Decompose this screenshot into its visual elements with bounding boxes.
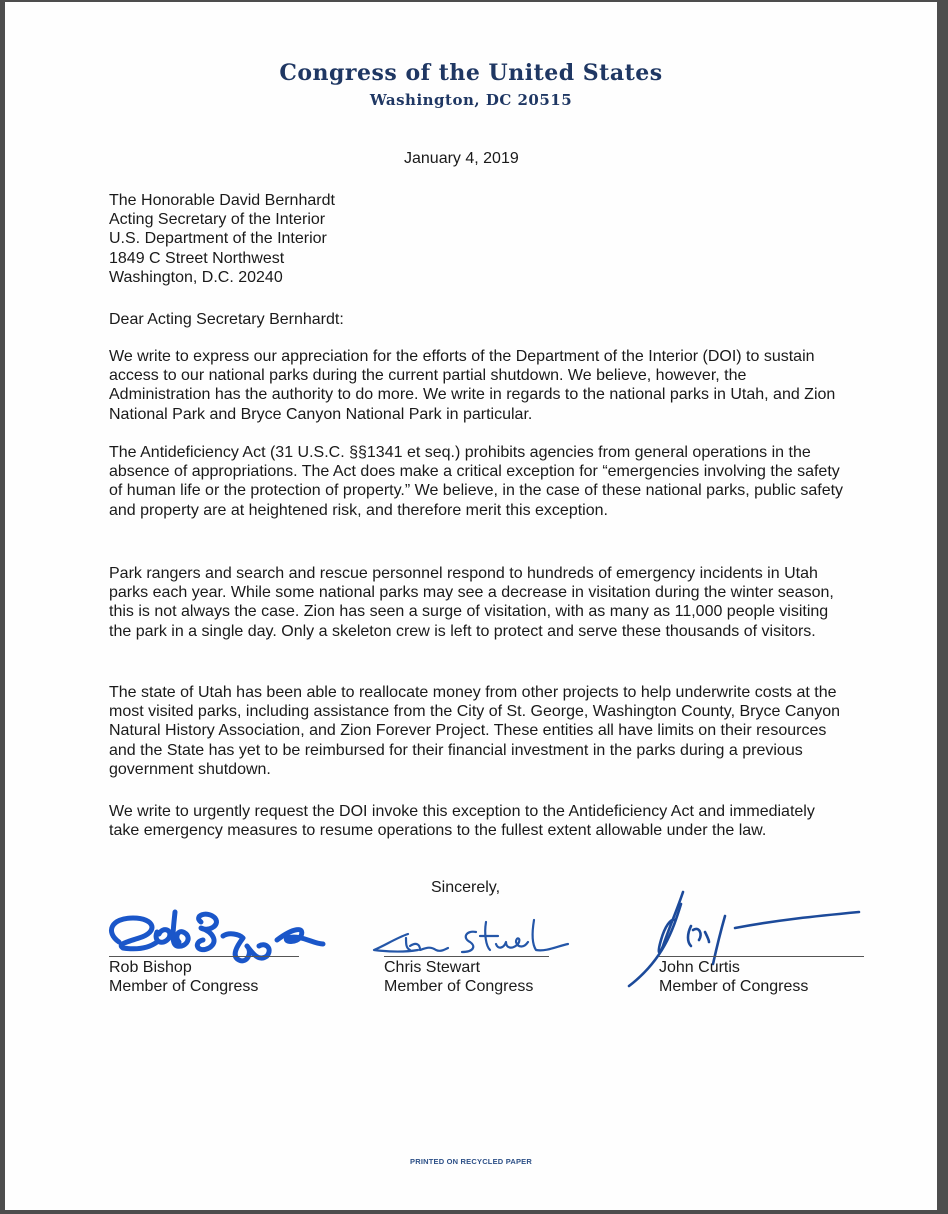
paragraph-text: The Antideficiency Act (31 U.S.C. §§1341 et seq.) prohibits agencies from general operations in the absence of appropriations. The Act does make a critical exception for “emergencies involving the safety of human life or the protection of property.” We believe, in the case of these national parks, public safety and property are at heightened risk, and therefore merit this exception.: [109, 444, 844, 519]
signatory-name: Rob Bishop: [109, 959, 192, 976]
signatory-title: Member of Congress: [659, 978, 809, 995]
paragraph-text: We write to urgently request the DOI invoke this exception to the Antideficiency Act and immediately take emergency measures to resume operations to the fullest extent allowable under the law.: [109, 803, 815, 840]
body-paragraph: [109, 347, 845, 424]
recipient-line: The Honorable David Bernhardt: [109, 192, 335, 209]
letter-date: January 4, 2019: [404, 150, 519, 167]
signature-line: [384, 956, 549, 957]
body-paragraph: [109, 443, 845, 520]
paragraph-text: We write to express our appreciation for the efforts of the Department of the Interior (DOI) to sustain access to our national parks during the current partial shutdown. We believe, however, the Administration has the authority to do more. We write in regards to the national parks in Utah, and Zion National Park and Bryce Canyon National Park in particular.: [109, 348, 836, 423]
recipient-line: U.S. Department of the Interior: [109, 230, 327, 248]
signatory-title: Member of Congress: [384, 978, 534, 995]
salutation: Dear Acting Secretary Bernhardt:: [109, 311, 344, 328]
signatory-name: John Curtis: [659, 959, 740, 976]
closing: Sincerely,: [431, 879, 501, 896]
paragraph-text: The state of Utah has been able to reallocate money from other projects to help underwrite costs at the most visited parks, including assistance from the City of St. George, Washington County, Bryce Canyon Natural History Association, and Zion Forever Project. These entities all have limits on their resources and the State has yet to be reimbursed for their financial investment in the parks during a previous government shutdown.: [109, 684, 840, 778]
recipient-address: [109, 191, 335, 287]
letterhead: [5, 58, 937, 110]
body-paragraph: [109, 564, 845, 641]
letter-page: [5, 2, 937, 1210]
body-paragraph: [109, 683, 845, 779]
letterhead-address: Washington, DC 20515: [369, 91, 573, 109]
signatory-name: Chris Stewart: [384, 959, 481, 976]
recipient-line: Washington, D.C. 20240: [109, 268, 283, 286]
handwritten-signature: [372, 902, 592, 962]
signature-line: [659, 956, 864, 957]
recipient-line: 1849 C Street Northwest: [109, 249, 285, 267]
paragraph-text: Park rangers and search and rescue personnel respond to hundreds of emergency incidents in Utah parks each year. While some national parks may see a decrease in visitation during the winter season, this is not always the case. Zion has seen a surge of visitation, with as many as 11,000 people visiting the park in a single day. Only a skeleton crew is left to protect and serve these thousands of visitors.: [109, 565, 834, 640]
signatory-title: Member of Congress: [109, 978, 259, 995]
signature-line: [109, 956, 299, 957]
recipient-line: Acting Secretary of the Interior: [109, 211, 326, 229]
recycled-paper-notice: PRINTED ON RECYCLED PAPER: [410, 1157, 532, 1166]
body-paragraph: [109, 802, 845, 840]
letterhead-title: Congress of the United States: [279, 60, 663, 86]
